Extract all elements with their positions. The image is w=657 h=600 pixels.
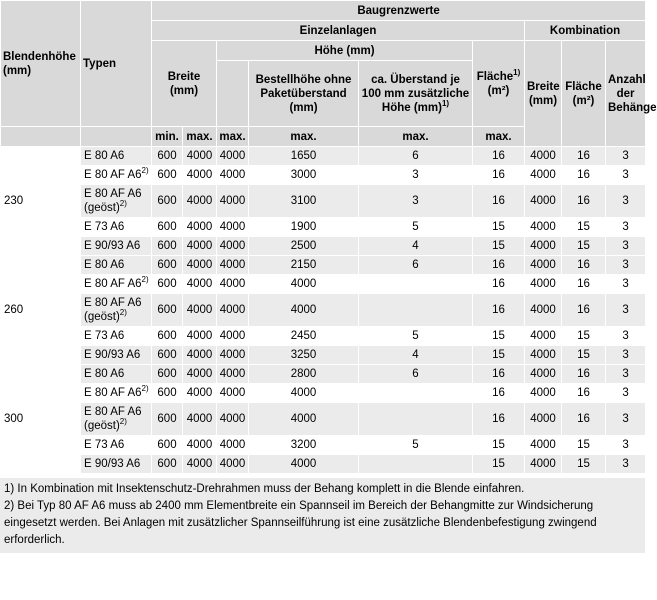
cell-min: 600 bbox=[152, 218, 183, 237]
table-row bbox=[1, 403, 646, 436]
cell-flaeche: 16 bbox=[473, 275, 525, 294]
cell-min: 600 bbox=[152, 166, 183, 185]
cell-max: 4000 bbox=[183, 346, 217, 365]
cell-flaeche: 16 bbox=[473, 185, 525, 218]
cell-blendenhoehe: 260 bbox=[1, 256, 81, 365]
table-row bbox=[1, 237, 646, 256]
header-einzelanlagen: Einzelanlagen bbox=[152, 21, 525, 41]
cell-anzahl: 3 bbox=[606, 365, 646, 384]
cell-hmax: 4000 bbox=[217, 384, 249, 403]
cell-ueber bbox=[359, 403, 473, 436]
type-label: E 80 A6 bbox=[84, 368, 125, 380]
cell-kflaeche: 16 bbox=[562, 256, 606, 275]
cell-anzahl: 3 bbox=[606, 384, 646, 403]
cell-flaeche: 15 bbox=[473, 455, 525, 474]
col-k-breite: Breite (mm) bbox=[525, 41, 562, 147]
cell-bestell: 4000 bbox=[249, 275, 359, 294]
header-baugrenzwerte: Baugrenzwerte bbox=[152, 1, 646, 21]
cell-min: 600 bbox=[152, 384, 183, 403]
cell-flaeche: 15 bbox=[473, 436, 525, 455]
type-label: E 90/93 A6 bbox=[84, 240, 141, 252]
type-footnote-ref: 2) bbox=[141, 166, 149, 176]
cell-kflaeche: 15 bbox=[562, 218, 606, 237]
cell-kflaeche: 15 bbox=[562, 327, 606, 346]
cell-min: 600 bbox=[152, 294, 183, 327]
cell-min: 600 bbox=[152, 147, 183, 166]
cell-hmax: 4000 bbox=[217, 256, 249, 275]
type-label: E 73 A6 bbox=[84, 221, 125, 233]
col-ueberstand bbox=[359, 61, 473, 127]
cell-kbreite: 4000 bbox=[525, 455, 562, 474]
cell-flaeche: 16 bbox=[473, 294, 525, 327]
cell-flaeche: 16 bbox=[473, 147, 525, 166]
cell-flaeche: 16 bbox=[473, 365, 525, 384]
cell-kflaeche: 16 bbox=[562, 166, 606, 185]
header-kombination: Kombination bbox=[525, 21, 646, 41]
cell-type bbox=[81, 346, 152, 365]
cell-ueber bbox=[359, 294, 473, 327]
cell-flaeche: 16 bbox=[473, 384, 525, 403]
cell-kbreite: 4000 bbox=[525, 384, 562, 403]
table-row bbox=[1, 365, 646, 384]
cell-type bbox=[81, 256, 152, 275]
type-label: E 80 AF A6 (geöst) bbox=[84, 188, 142, 214]
type-label: E 80 AF A6 (geöst) bbox=[84, 406, 142, 432]
col-blendenhoehe: Blendenhöhe (mm) bbox=[1, 1, 81, 127]
cell-kbreite: 4000 bbox=[525, 185, 562, 218]
cell-max: 4000 bbox=[183, 455, 217, 474]
type-label: E 80 AF A6 bbox=[84, 278, 142, 290]
type-footnote-ref: 2) bbox=[119, 199, 127, 209]
cell-kflaeche: 15 bbox=[562, 436, 606, 455]
cell-bestell: 4000 bbox=[249, 403, 359, 436]
cell-kbreite: 4000 bbox=[525, 237, 562, 256]
cell-blendenhoehe: 300 bbox=[1, 365, 81, 474]
type-label: E 73 A6 bbox=[84, 330, 125, 342]
ueberstand-label: ca. Überstand je 100 mm zusätzliche Höhe (mm) bbox=[361, 73, 470, 114]
type-label: E 90/93 A6 bbox=[84, 458, 141, 470]
subcol-bestell-max: max. bbox=[249, 127, 359, 147]
cell-ueber: 6 bbox=[359, 365, 473, 384]
cell-blendenhoehe: 230 bbox=[1, 147, 81, 256]
subcol-breite-max: max. bbox=[183, 127, 217, 147]
type-label: E 80 A6 bbox=[84, 259, 125, 271]
cell-kflaeche: 15 bbox=[562, 237, 606, 256]
col-typen-cont bbox=[81, 127, 152, 147]
cell-ueber: 4 bbox=[359, 237, 473, 256]
cell-flaeche: 16 bbox=[473, 256, 525, 275]
flaeche-label: Fläche bbox=[476, 70, 514, 83]
cell-bestell: 2500 bbox=[249, 237, 359, 256]
cell-kflaeche: 16 bbox=[562, 384, 606, 403]
cell-kbreite: 4000 bbox=[525, 327, 562, 346]
cell-kbreite: 4000 bbox=[525, 403, 562, 436]
cell-kbreite: 4000 bbox=[525, 294, 562, 327]
cell-hmax: 4000 bbox=[217, 237, 249, 256]
cell-max: 4000 bbox=[183, 294, 217, 327]
table-header bbox=[1, 1, 657, 147]
cell-kbreite: 4000 bbox=[525, 346, 562, 365]
type-footnote-ref: 2) bbox=[119, 308, 127, 318]
footnote-1: 1) In Kombination mit Insektenschutz-Drehrahmen muss der Behang komplett in die Blende einfahren. bbox=[4, 483, 525, 495]
ueberstand-footnote-ref: 1) bbox=[441, 98, 450, 108]
cell-min: 600 bbox=[152, 403, 183, 436]
cell-hmax: 4000 bbox=[217, 275, 249, 294]
cell-ueber bbox=[359, 384, 473, 403]
cell-bestell: 3100 bbox=[249, 185, 359, 218]
cell-bestell: 1650 bbox=[249, 147, 359, 166]
subcol-hoehe-max: max. bbox=[217, 127, 249, 147]
cell-anzahl: 3 bbox=[606, 346, 646, 365]
cell-type bbox=[81, 436, 152, 455]
cell-hmax: 4000 bbox=[217, 436, 249, 455]
type-label: E 80 AF A6 (geöst) bbox=[84, 297, 142, 323]
table-row bbox=[1, 166, 646, 185]
cell-anzahl: 3 bbox=[606, 403, 646, 436]
cell-hmax: 4000 bbox=[217, 166, 249, 185]
table-row bbox=[1, 436, 646, 455]
cell-hmax: 4000 bbox=[217, 403, 249, 436]
cell-bestell: 4000 bbox=[249, 294, 359, 327]
cell-ueber: 6 bbox=[359, 147, 473, 166]
table-row bbox=[1, 346, 646, 365]
cell-ueber bbox=[359, 455, 473, 474]
table-row bbox=[1, 218, 646, 237]
cell-bestell: 2450 bbox=[249, 327, 359, 346]
cell-max: 4000 bbox=[183, 166, 217, 185]
col-blendenhoehe-cont bbox=[1, 127, 81, 147]
cell-max: 4000 bbox=[183, 384, 217, 403]
footnotes bbox=[0, 478, 645, 553]
cell-anzahl: 3 bbox=[606, 166, 646, 185]
col-hoehe-blank bbox=[217, 61, 249, 127]
cell-ueber: 3 bbox=[359, 166, 473, 185]
cell-hmax: 4000 bbox=[217, 346, 249, 365]
cell-max: 4000 bbox=[183, 256, 217, 275]
cell-kbreite: 4000 bbox=[525, 436, 562, 455]
cell-ueber: 5 bbox=[359, 436, 473, 455]
cell-type bbox=[81, 237, 152, 256]
cell-kflaeche: 16 bbox=[562, 275, 606, 294]
type-footnote-ref: 2) bbox=[141, 384, 149, 394]
cell-min: 600 bbox=[152, 436, 183, 455]
cell-type bbox=[81, 166, 152, 185]
cell-ueber: 3 bbox=[359, 185, 473, 218]
col-typen: Typen bbox=[81, 1, 152, 127]
cell-type bbox=[81, 327, 152, 346]
cell-ueber: 5 bbox=[359, 218, 473, 237]
type-label: E 73 A6 bbox=[84, 439, 125, 451]
table-row bbox=[1, 294, 646, 327]
table-row bbox=[1, 327, 646, 346]
type-label: E 90/93 A6 bbox=[84, 349, 141, 361]
cell-max: 4000 bbox=[183, 237, 217, 256]
subcol-flaeche-max: max. bbox=[473, 127, 525, 147]
cell-kflaeche: 16 bbox=[562, 403, 606, 436]
cell-bestell: 2150 bbox=[249, 256, 359, 275]
type-footnote-ref: 2) bbox=[141, 275, 149, 285]
subcol-ueber-max: max. bbox=[359, 127, 473, 147]
cell-kflaeche: 15 bbox=[562, 455, 606, 474]
cell-ueber: 6 bbox=[359, 256, 473, 275]
cell-max: 4000 bbox=[183, 275, 217, 294]
cell-anzahl: 3 bbox=[606, 147, 646, 166]
cell-max: 4000 bbox=[183, 147, 217, 166]
cell-kflaeche: 16 bbox=[562, 294, 606, 327]
cell-min: 600 bbox=[152, 327, 183, 346]
cell-flaeche: 15 bbox=[473, 237, 525, 256]
cell-anzahl: 3 bbox=[606, 185, 646, 218]
cell-kbreite: 4000 bbox=[525, 147, 562, 166]
cell-ueber: 4 bbox=[359, 346, 473, 365]
table-row bbox=[1, 275, 646, 294]
cell-min: 600 bbox=[152, 275, 183, 294]
cell-kbreite: 4000 bbox=[525, 256, 562, 275]
table-row bbox=[1, 185, 646, 218]
cell-type bbox=[81, 275, 152, 294]
cell-max: 4000 bbox=[183, 436, 217, 455]
cell-hmax: 4000 bbox=[217, 147, 249, 166]
cell-bestell: 3000 bbox=[249, 166, 359, 185]
cell-kflaeche: 15 bbox=[562, 346, 606, 365]
flaeche-footnote-ref: 1) bbox=[513, 67, 521, 77]
cell-type bbox=[81, 455, 152, 474]
cell-type bbox=[81, 185, 152, 218]
cell-type bbox=[81, 403, 152, 436]
cell-hmax: 4000 bbox=[217, 185, 249, 218]
cell-kbreite: 4000 bbox=[525, 218, 562, 237]
cell-type bbox=[81, 384, 152, 403]
cell-anzahl: 3 bbox=[606, 455, 646, 474]
cell-min: 600 bbox=[152, 455, 183, 474]
cell-flaeche: 15 bbox=[473, 218, 525, 237]
table-row bbox=[1, 455, 646, 474]
cell-min: 600 bbox=[152, 256, 183, 275]
cell-kflaeche: 16 bbox=[562, 147, 606, 166]
cell-min: 600 bbox=[152, 237, 183, 256]
cell-bestell: 3250 bbox=[249, 346, 359, 365]
cell-kbreite: 4000 bbox=[525, 365, 562, 384]
cell-anzahl: 3 bbox=[606, 256, 646, 275]
cell-flaeche: 15 bbox=[473, 346, 525, 365]
type-label: E 80 A6 bbox=[84, 150, 125, 162]
cell-type bbox=[81, 294, 152, 327]
cell-max: 4000 bbox=[183, 185, 217, 218]
cell-type bbox=[81, 218, 152, 237]
cell-max: 4000 bbox=[183, 218, 217, 237]
cell-max: 4000 bbox=[183, 327, 217, 346]
type-label: E 80 AF A6 bbox=[84, 387, 142, 399]
cell-bestell: 3200 bbox=[249, 436, 359, 455]
cell-hmax: 4000 bbox=[217, 327, 249, 346]
table-body bbox=[1, 147, 646, 474]
col-k-anzahl: Anzahl der Behänge bbox=[606, 41, 646, 147]
cell-min: 600 bbox=[152, 346, 183, 365]
cell-kflaeche: 16 bbox=[562, 185, 606, 218]
col-bestellhoehe: Bestellhöhe ohne Paketüberstand (mm) bbox=[249, 61, 359, 127]
cell-bestell: 1900 bbox=[249, 218, 359, 237]
cell-bestell: 4000 bbox=[249, 384, 359, 403]
cell-ueber: 5 bbox=[359, 327, 473, 346]
cell-anzahl: 3 bbox=[606, 275, 646, 294]
cell-min: 600 bbox=[152, 185, 183, 218]
col-breite: Breite (mm) bbox=[152, 41, 217, 127]
cell-anzahl: 3 bbox=[606, 294, 646, 327]
cell-type bbox=[81, 147, 152, 166]
cell-max: 4000 bbox=[183, 403, 217, 436]
cell-flaeche: 16 bbox=[473, 166, 525, 185]
cell-min: 600 bbox=[152, 365, 183, 384]
cell-kbreite: 4000 bbox=[525, 166, 562, 185]
cell-type bbox=[81, 365, 152, 384]
cell-max: 4000 bbox=[183, 365, 217, 384]
cell-hmax: 4000 bbox=[217, 455, 249, 474]
table-row bbox=[1, 256, 646, 275]
cell-hmax: 4000 bbox=[217, 218, 249, 237]
cell-flaeche: 16 bbox=[473, 403, 525, 436]
col-k-flaeche: Fläche (m²) bbox=[562, 41, 606, 147]
cell-bestell: 2800 bbox=[249, 365, 359, 384]
cell-anzahl: 3 bbox=[606, 237, 646, 256]
table-row bbox=[1, 384, 646, 403]
flaeche-unit: (m²) bbox=[487, 84, 510, 97]
table-row bbox=[1, 147, 646, 166]
type-label: E 80 AF A6 bbox=[84, 169, 142, 181]
cell-bestell: 4000 bbox=[249, 455, 359, 474]
cell-flaeche: 15 bbox=[473, 327, 525, 346]
cell-hmax: 4000 bbox=[217, 294, 249, 327]
cell-kflaeche: 16 bbox=[562, 365, 606, 384]
footnote-2: 2) Bei Typ 80 AF A6 muss ab 2400 mm Elementbreite ein Spannseil im Bereich der Behangmitte zur Windsicherung eingesetzt werden. Bei Anlagen mit zusätzlicher Spannseilführung ist eine zusätzliche Blendenbefestigung zwingend erforderlich. bbox=[4, 500, 597, 546]
cell-anzahl: 3 bbox=[606, 218, 646, 237]
cell-anzahl: 3 bbox=[606, 327, 646, 346]
type-footnote-ref: 2) bbox=[119, 417, 127, 427]
subcol-breite-min: min. bbox=[152, 127, 183, 147]
col-flaeche bbox=[473, 41, 525, 127]
header-hoehe: Höhe (mm) bbox=[217, 41, 473, 61]
cell-ueber bbox=[359, 275, 473, 294]
cell-kbreite: 4000 bbox=[525, 275, 562, 294]
cell-anzahl: 3 bbox=[606, 436, 646, 455]
cell-hmax: 4000 bbox=[217, 365, 249, 384]
